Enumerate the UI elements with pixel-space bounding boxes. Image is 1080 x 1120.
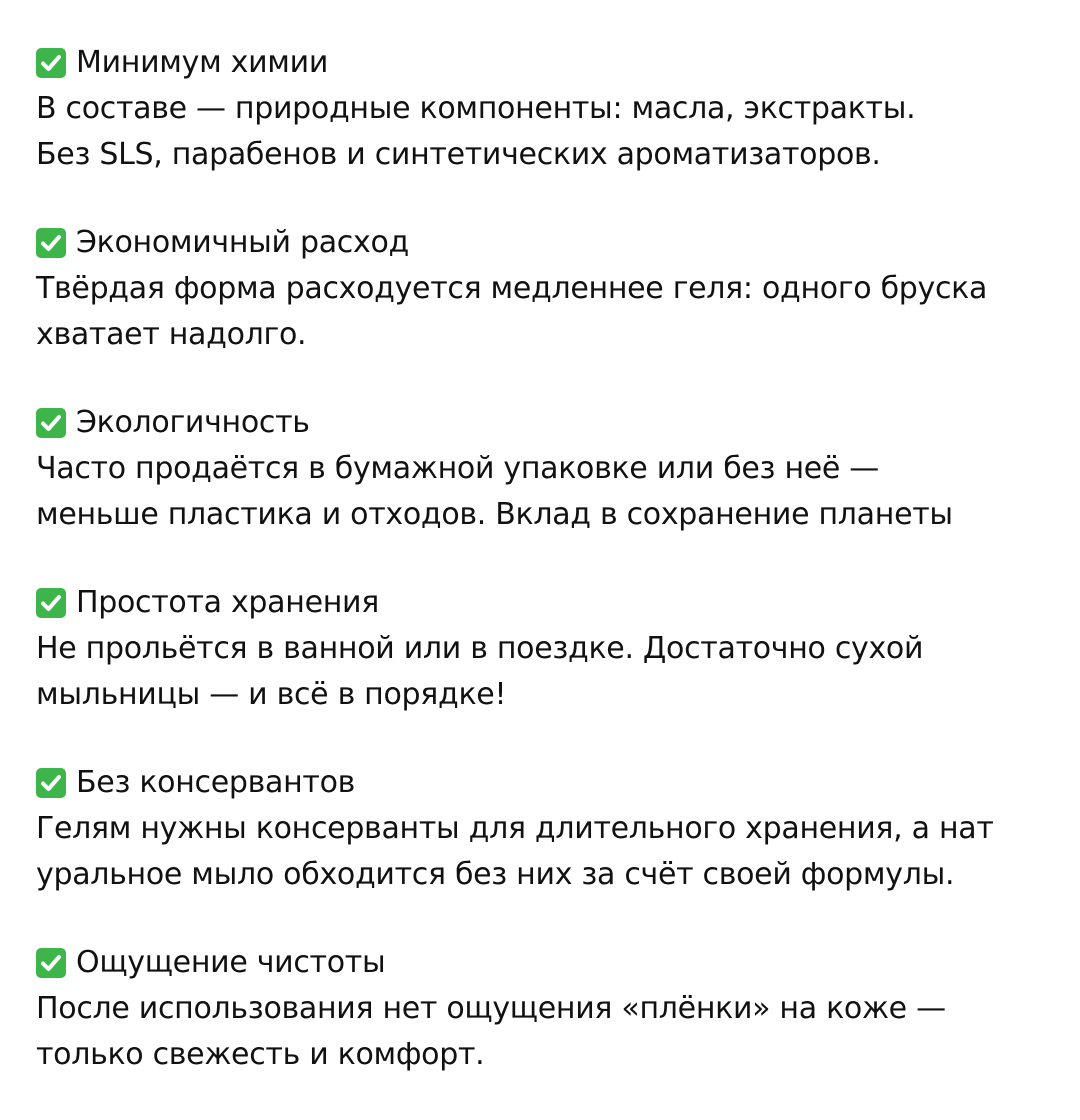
- benefit-title: Без консервантов: [76, 765, 355, 800]
- benefit-section: [36, 40, 1046, 220]
- benefit-heading: [36, 400, 1046, 446]
- check-mark-icon: [36, 948, 66, 978]
- benefit-title: Простота хранения: [76, 585, 379, 620]
- benefit-text-line: меньше пластика и отходов. Вклад в сохранение планеты: [36, 497, 953, 532]
- benefit-section: [36, 400, 1046, 580]
- benefit-section: [36, 220, 1046, 400]
- check-mark-icon: [36, 588, 66, 618]
- article-body: [36, 40, 1046, 1120]
- benefit-text-line: Не прольётся в ванной или в поездке. Достаточно сухой: [36, 631, 924, 666]
- benefit-text-line: Часто продаётся в бумажной упаковке или без неё —: [36, 451, 880, 486]
- benefit-text-line: Гелям нужны консерванты для длительного хранения, а нат: [36, 811, 994, 846]
- benefit-title: Минимум химии: [76, 45, 329, 80]
- benefit-title: Ощущение чистоты: [76, 945, 386, 980]
- benefit-text-line: только свежесть и комфорт.: [36, 1037, 485, 1072]
- benefit-text-line: хватает надолго.: [36, 317, 307, 352]
- benefit-text-line: После использования нет ощущения «плёнки» на коже —: [36, 991, 946, 1026]
- check-mark-icon: [36, 768, 66, 798]
- benefit-heading: [36, 40, 1046, 86]
- benefit-text-line: В составе — природные компоненты: масла, экстракты.: [36, 91, 916, 126]
- benefit-heading: [36, 220, 1046, 266]
- benefit-section: [36, 760, 1046, 940]
- benefit-section: [36, 580, 1046, 760]
- benefit-heading: [36, 940, 1046, 986]
- check-mark-icon: [36, 408, 66, 438]
- benefit-section: [36, 940, 1046, 1120]
- check-mark-icon: [36, 48, 66, 78]
- check-mark-icon: [36, 228, 66, 258]
- benefit-text-line: уральное мыло обходится без них за счёт своей формулы.: [36, 857, 955, 892]
- benefit-text-line: Твёрдая форма расходуется медленнее геля: одного бруска: [36, 271, 988, 306]
- benefit-text-line: мыльницы — и всё в порядке!: [36, 677, 507, 712]
- benefit-heading: [36, 760, 1046, 806]
- benefit-heading: [36, 580, 1046, 626]
- benefit-title: Экономичный расход: [76, 225, 409, 260]
- benefit-text-line: Без SLS, парабенов и синтетических ароматизаторов.: [36, 137, 881, 172]
- benefit-title: Экологичность: [76, 405, 310, 440]
